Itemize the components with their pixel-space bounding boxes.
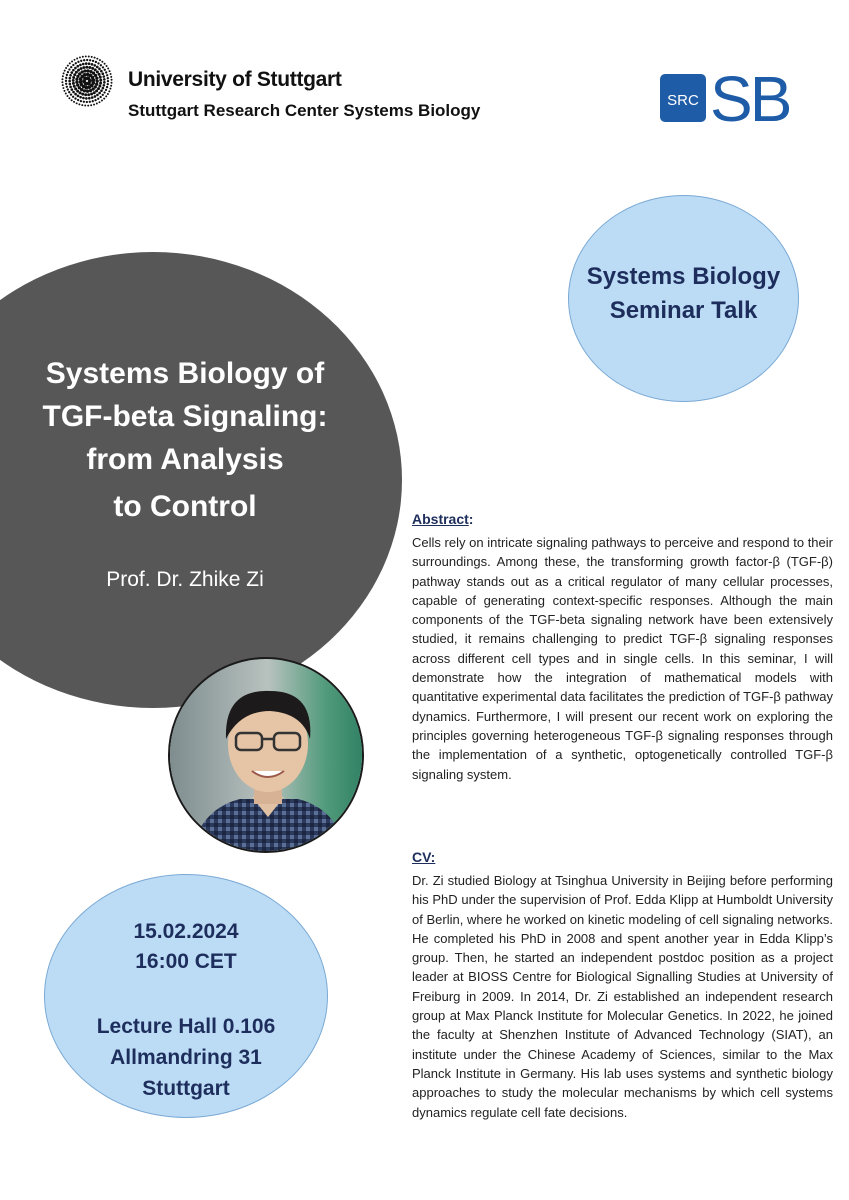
logo-dot bbox=[99, 101, 101, 103]
cv-heading: CV: bbox=[412, 849, 436, 865]
logo-dot bbox=[75, 78, 78, 81]
logo-dot bbox=[96, 103, 98, 105]
university-logo-icon bbox=[58, 54, 116, 108]
logo-dot bbox=[106, 86, 108, 88]
logo-dot bbox=[75, 62, 77, 64]
logo-dot bbox=[74, 97, 76, 99]
logo-dot bbox=[62, 75, 64, 77]
logo-dot bbox=[65, 93, 67, 95]
logo-dot bbox=[72, 91, 75, 94]
logo-dot bbox=[111, 82, 113, 84]
talk-title-line: from Analysis bbox=[86, 443, 284, 476]
logo-dot bbox=[89, 101, 91, 103]
event-time: 16:00 CET bbox=[135, 950, 237, 973]
logo-dot bbox=[79, 91, 82, 94]
logo-dot bbox=[78, 103, 80, 105]
logo-dot bbox=[97, 87, 100, 90]
logo-dot bbox=[92, 100, 94, 102]
logo-dot bbox=[73, 73, 76, 76]
logo-dot bbox=[91, 96, 94, 99]
logo-dot bbox=[80, 67, 83, 70]
logo-dot bbox=[81, 104, 83, 106]
logo-dot bbox=[69, 86, 72, 89]
logo-dot bbox=[91, 67, 94, 70]
logo-dot bbox=[93, 104, 95, 106]
sb-logo-text: SB bbox=[710, 72, 790, 124]
logo-dot bbox=[103, 91, 105, 93]
logo-dot bbox=[110, 85, 112, 87]
logo-dot bbox=[103, 81, 106, 84]
event-location bbox=[44, 1011, 328, 1104]
logo-dot bbox=[76, 65, 79, 68]
logo-dot bbox=[95, 89, 98, 92]
logo-dot bbox=[103, 98, 105, 100]
logo-dot bbox=[101, 61, 103, 63]
seminar-label-line: Systems Biology bbox=[586, 263, 781, 290]
logo-dot bbox=[107, 80, 109, 82]
logo-dot bbox=[79, 64, 82, 67]
logo-dot bbox=[100, 70, 103, 73]
logo-dot bbox=[65, 80, 67, 82]
logo-dot bbox=[99, 79, 102, 82]
logo-dot bbox=[89, 59, 91, 61]
src-logo-text: SRC bbox=[667, 92, 699, 109]
logo-dot bbox=[110, 76, 112, 78]
seminar-label bbox=[568, 260, 799, 328]
logo-dot bbox=[76, 102, 78, 104]
logo-dot bbox=[62, 84, 64, 86]
logo-dot bbox=[110, 73, 112, 75]
logo-dot bbox=[82, 66, 85, 69]
logo-dot bbox=[72, 64, 74, 66]
logo-dot bbox=[104, 63, 106, 65]
speaker-portrait-icon bbox=[170, 659, 364, 853]
logo-dot bbox=[66, 86, 68, 88]
logo-dot bbox=[101, 72, 104, 75]
event-city: Stuttgart bbox=[142, 1077, 230, 1100]
logo-dot bbox=[86, 90, 89, 93]
talk-title-line: Systems Biology of bbox=[45, 357, 325, 390]
logo-dot bbox=[76, 84, 79, 87]
logo-dot bbox=[69, 74, 72, 77]
talk-title-line: to Control bbox=[113, 490, 257, 523]
logo-dot bbox=[69, 77, 72, 80]
logo-dot bbox=[72, 76, 75, 79]
logo-dot bbox=[111, 79, 113, 81]
logo-dot bbox=[68, 91, 70, 93]
src-sb-logo bbox=[660, 72, 814, 124]
logo-dot bbox=[70, 71, 73, 74]
logo-dot bbox=[104, 69, 106, 71]
logo-dot bbox=[87, 93, 90, 96]
logo-dot bbox=[62, 87, 64, 89]
logo-dot bbox=[96, 80, 99, 83]
abstract-heading: Abstract: bbox=[412, 511, 474, 527]
logo-dot bbox=[96, 58, 98, 60]
logo-dot bbox=[77, 95, 80, 98]
logo-dot bbox=[99, 96, 101, 98]
logo-dot bbox=[74, 93, 77, 96]
logo-dot bbox=[72, 69, 75, 72]
logo-dot bbox=[109, 88, 111, 90]
logo-dot bbox=[73, 101, 75, 103]
logo-dot bbox=[63, 90, 65, 92]
logo-dot bbox=[82, 56, 84, 58]
logo-dot bbox=[61, 81, 63, 83]
logo-dot bbox=[85, 62, 88, 65]
logo-dot bbox=[91, 56, 93, 58]
logo-dot bbox=[103, 78, 106, 81]
logo-dot bbox=[79, 56, 81, 58]
logo-dot bbox=[74, 59, 76, 61]
logo-dot bbox=[90, 93, 93, 96]
logo-dot bbox=[109, 70, 111, 72]
logo-dot bbox=[67, 71, 69, 73]
logo-dot bbox=[67, 88, 69, 90]
logo-dot bbox=[83, 89, 86, 92]
abstract-text: Cells rely on intricate signaling pathways to perceive and respond to their surroundings. Among these, the transforming growth factor-β (TGF-β) pathway stands out as a critical regulator of many cellular processes, capable of generating context-specific responses. Although the main components of the TGF-beta signaling network have been extensively studied, it remains challenging to predict TGF-β signaling responses across different cell types and in single cells. In this seminar, I will demonstrate how the integration of mathematical models with quantitative experimental data facilitates the prediction of TGF-β pathway dynamics. Furthermore, I will present our recent work on exploring the principles governing heterogeneous TGF-β signaling responses through the implementation of a synthetic, optogenetically controlled TGF-β signaling system. bbox=[412, 535, 833, 782]
logo-dot bbox=[102, 87, 105, 90]
logo-dot bbox=[95, 77, 98, 80]
logo-dot bbox=[94, 68, 97, 71]
logo-dot bbox=[68, 97, 70, 99]
logo-dot bbox=[80, 60, 82, 62]
logo-dot bbox=[70, 93, 72, 95]
logo-dot bbox=[103, 84, 106, 87]
logo-dot bbox=[96, 70, 99, 73]
logo-dot bbox=[87, 105, 89, 107]
logo-dot bbox=[107, 83, 109, 85]
logo-dot bbox=[108, 90, 110, 92]
logo-dot bbox=[73, 85, 76, 88]
logo-dot bbox=[76, 75, 79, 78]
logo-dot bbox=[85, 97, 88, 100]
logo-dot bbox=[98, 68, 101, 71]
logo-dot bbox=[71, 99, 73, 101]
logo-dot bbox=[72, 79, 75, 82]
talk-title-line: TGF-beta Signaling: bbox=[42, 400, 328, 433]
logo-dot bbox=[98, 73, 101, 76]
logo-dot bbox=[107, 77, 109, 79]
logo-dot bbox=[105, 71, 107, 73]
logo-dot bbox=[84, 93, 87, 96]
logo-dot bbox=[65, 83, 67, 85]
logo-dot bbox=[93, 91, 96, 94]
logo-dot bbox=[81, 93, 84, 96]
logo-dot bbox=[82, 63, 85, 66]
logo-dot bbox=[98, 92, 101, 95]
logo-dot bbox=[86, 101, 88, 103]
logo-dot bbox=[76, 90, 79, 93]
logo-dot bbox=[85, 55, 87, 57]
logo-dot bbox=[88, 66, 91, 69]
logo-dot bbox=[98, 84, 101, 87]
logo-dot bbox=[86, 69, 89, 72]
event-room: Lecture Hall 0.106 bbox=[96, 1015, 276, 1038]
logo-dot bbox=[102, 94, 104, 96]
logo-dot bbox=[70, 66, 72, 68]
logo-dot bbox=[89, 89, 92, 92]
logo-dot bbox=[99, 76, 102, 79]
logo-dot bbox=[102, 66, 104, 68]
logo-dot bbox=[88, 55, 90, 57]
logo-dot bbox=[82, 97, 85, 100]
logo-dot bbox=[77, 99, 79, 101]
logo-dot bbox=[105, 95, 107, 97]
logo-dot bbox=[94, 57, 96, 59]
logo-dot bbox=[86, 59, 88, 61]
logo-dot bbox=[88, 97, 91, 100]
logo-dot bbox=[94, 95, 97, 98]
logo-dot bbox=[81, 70, 84, 73]
event-street: Allmandring 31 bbox=[110, 1046, 262, 1069]
logo-dot bbox=[76, 57, 78, 59]
logo-dot bbox=[67, 65, 69, 67]
logo-dot bbox=[69, 83, 72, 86]
logo-dot bbox=[91, 63, 94, 66]
logo-dot bbox=[92, 78, 96, 82]
logo-dot bbox=[83, 59, 85, 61]
event-date: 15.02.2024 bbox=[133, 920, 239, 943]
speaker-name: Prof. Dr. Zhike Zi bbox=[106, 568, 264, 591]
logo-dot bbox=[64, 70, 66, 72]
logo-dot bbox=[66, 95, 68, 97]
logo-dot bbox=[93, 64, 96, 67]
logo-dot bbox=[99, 82, 102, 85]
logo-dot bbox=[83, 101, 85, 103]
logo-dot bbox=[66, 74, 68, 76]
logo-dot bbox=[74, 67, 77, 70]
university-name: University of Stuttgart bbox=[128, 68, 342, 91]
logo-dot bbox=[94, 99, 96, 101]
cv-text: Dr. Zi studied Biology at Tsinghua University in Beijing before performing his PhD under the supervision of Prof. Edda Klipp at Humboldt University of Berlin, where he worked on kinetic modeling of cell signaling networks. He completed his PhD in 2008 and spent another year in Edda Klipp’s group. Then, he started an independent postdoc position as a project leader at BIOSS Centre for Biological Signalling Studies at University of Freiburg in 2009. In 2014, Dr. Zi established an independent research group at Max Planck Institute for Molecular Genetics. In 2022, he joined the faculty at Shenzhen Institute of Advanced Technology (SIAT), an institute under the Chinese Academy of Sciences, similar to the Max Planck Institute in Germany. His lab uses systems and synthetic biology approaches to study the molecular mechanisms by which cell systems dynamics regulate cell fate decisions. bbox=[412, 873, 833, 1120]
logo-dot bbox=[74, 87, 77, 90]
logo-dot bbox=[96, 94, 99, 97]
logo-dot bbox=[71, 88, 74, 91]
logo-dot bbox=[80, 100, 82, 102]
logo-dot bbox=[100, 64, 102, 66]
logo-dot bbox=[107, 68, 109, 70]
logo-dot bbox=[96, 66, 99, 69]
logo-dot bbox=[90, 104, 92, 106]
logo-dot bbox=[102, 75, 105, 78]
logo-dot bbox=[83, 69, 86, 72]
logo-dot bbox=[68, 80, 71, 83]
logo-dot bbox=[97, 98, 99, 100]
talk-title bbox=[10, 352, 360, 528]
logo-dot bbox=[75, 81, 78, 84]
logo-dot bbox=[101, 100, 103, 102]
logo-dot bbox=[63, 72, 65, 74]
logo-dot bbox=[106, 65, 108, 67]
research-center-name: Stuttgart Research Center Systems Biology bbox=[128, 101, 481, 120]
event-datetime bbox=[44, 917, 328, 977]
logo-dot bbox=[61, 78, 63, 80]
speaker-photo bbox=[168, 657, 364, 853]
logo-dot bbox=[97, 62, 99, 64]
logo-dot bbox=[106, 74, 108, 76]
logo-dot bbox=[92, 60, 94, 62]
logo-dot bbox=[107, 93, 109, 95]
logo-dot bbox=[95, 61, 97, 63]
logo-dot bbox=[69, 62, 71, 64]
logo-dot bbox=[100, 89, 103, 92]
logo-dot bbox=[79, 96, 82, 99]
logo-dot bbox=[105, 89, 107, 91]
logo-dot bbox=[72, 82, 75, 85]
logo-dot bbox=[68, 68, 70, 70]
logo-dot bbox=[77, 61, 79, 63]
logo-dot bbox=[65, 67, 67, 69]
logo-dot bbox=[88, 62, 91, 65]
logo-dot bbox=[65, 77, 67, 79]
logo-dot bbox=[71, 60, 73, 62]
logo-dot bbox=[77, 69, 80, 72]
logo-dot bbox=[99, 59, 101, 61]
logo-dot bbox=[85, 66, 88, 69]
seminar-label-line: Seminar Talk bbox=[609, 297, 758, 324]
logo-dot bbox=[84, 105, 86, 107]
logo-dot bbox=[72, 96, 74, 98]
logo-dot bbox=[75, 71, 78, 74]
